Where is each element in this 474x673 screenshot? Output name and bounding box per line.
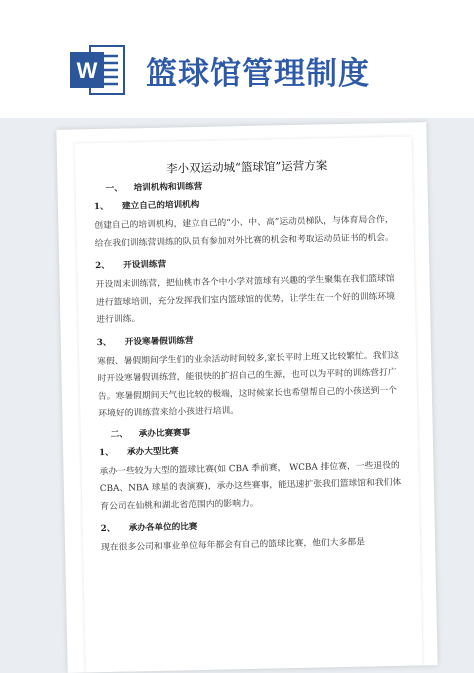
paragraph: 承办一些较为大型的篮球比赛(如 CBA 季前赛， WCBA 排位赛，一些退役的 CBA、NBA 球星的表演赛)，承办这些赛事，能迅速扩张我们篮球馆和我们体育公司在仙桃和湖北省范围内的影响力。 [99, 460, 402, 512]
banner [0, 0, 474, 118]
subsection-heading [97, 329, 404, 347]
heading-number: 一、 [105, 183, 123, 194]
heading-text: 开设寒暑假训练营 [124, 335, 194, 348]
subsection-heading [94, 194, 401, 212]
document-title: 李小双运动城“篮球馆”运营方案 [165, 158, 328, 176]
section-heading [111, 421, 406, 439]
heading-text: 承办比赛赛事 [138, 427, 191, 439]
paragraph: 开设周末训练营，把仙桃市各个中小学对篮球有兴趣的学生聚集在我们篮球馆进行篮球培训，充分发挥我们室内篮球馆的优势，让学生在一个好的训练环境进行训练。 [95, 273, 396, 326]
section-heading [105, 176, 400, 194]
document-page [75, 136, 423, 672]
paragraph: 创建自己的培训机构，建立自己的“小、中、高”运动员梯队，与体育局合作，给在我们训练营训练的队员有参加对外比赛的机会和考取运动员证书的机会。 [94, 214, 394, 249]
heading-number: 2、 [100, 523, 116, 535]
heading-number: 2、 [95, 260, 110, 272]
heading-number: 3、 [96, 337, 112, 348]
heading-text: 培训机构和训练营 [133, 181, 203, 194]
heading-number: 1、 [93, 201, 109, 213]
heading-number: 二、 [110, 429, 129, 440]
document-preview [56, 122, 437, 673]
paragraph: 寒假、暑假期间学生们的业余活动时间较多,家长平时上班又比较繁忙。我们这时开设寒暑假训练营，能很快的扩招自己的生源，也可以为平时的训练营打广告。寒暑假期间天气也比较的极端，这时候家长也希望帮自己的小孩送到一个环境好的训练营来给小孩进行培训。 [97, 350, 400, 420]
heading-text: 建立自己的培训机构 [121, 199, 200, 212]
heading-text: 承办大型比赛 [127, 445, 179, 458]
word-icon [68, 42, 126, 98]
word-logo-letter: W [76, 58, 98, 83]
subsection-heading [101, 516, 408, 534]
document-content [93, 137, 409, 558]
heading-text: 开设训练营 [123, 259, 167, 271]
heading-text: 承办各单位的比赛 [128, 522, 198, 534]
banner-title: 篮球馆管理制度 [146, 56, 370, 92]
subsection-heading [99, 439, 406, 457]
heading-number: 1、 [99, 447, 114, 458]
paragraph: 现在很多公司和事业单位每年都会有自己的篮球比赛，他们大多都是 [101, 537, 366, 554]
subsection-heading [95, 253, 402, 271]
